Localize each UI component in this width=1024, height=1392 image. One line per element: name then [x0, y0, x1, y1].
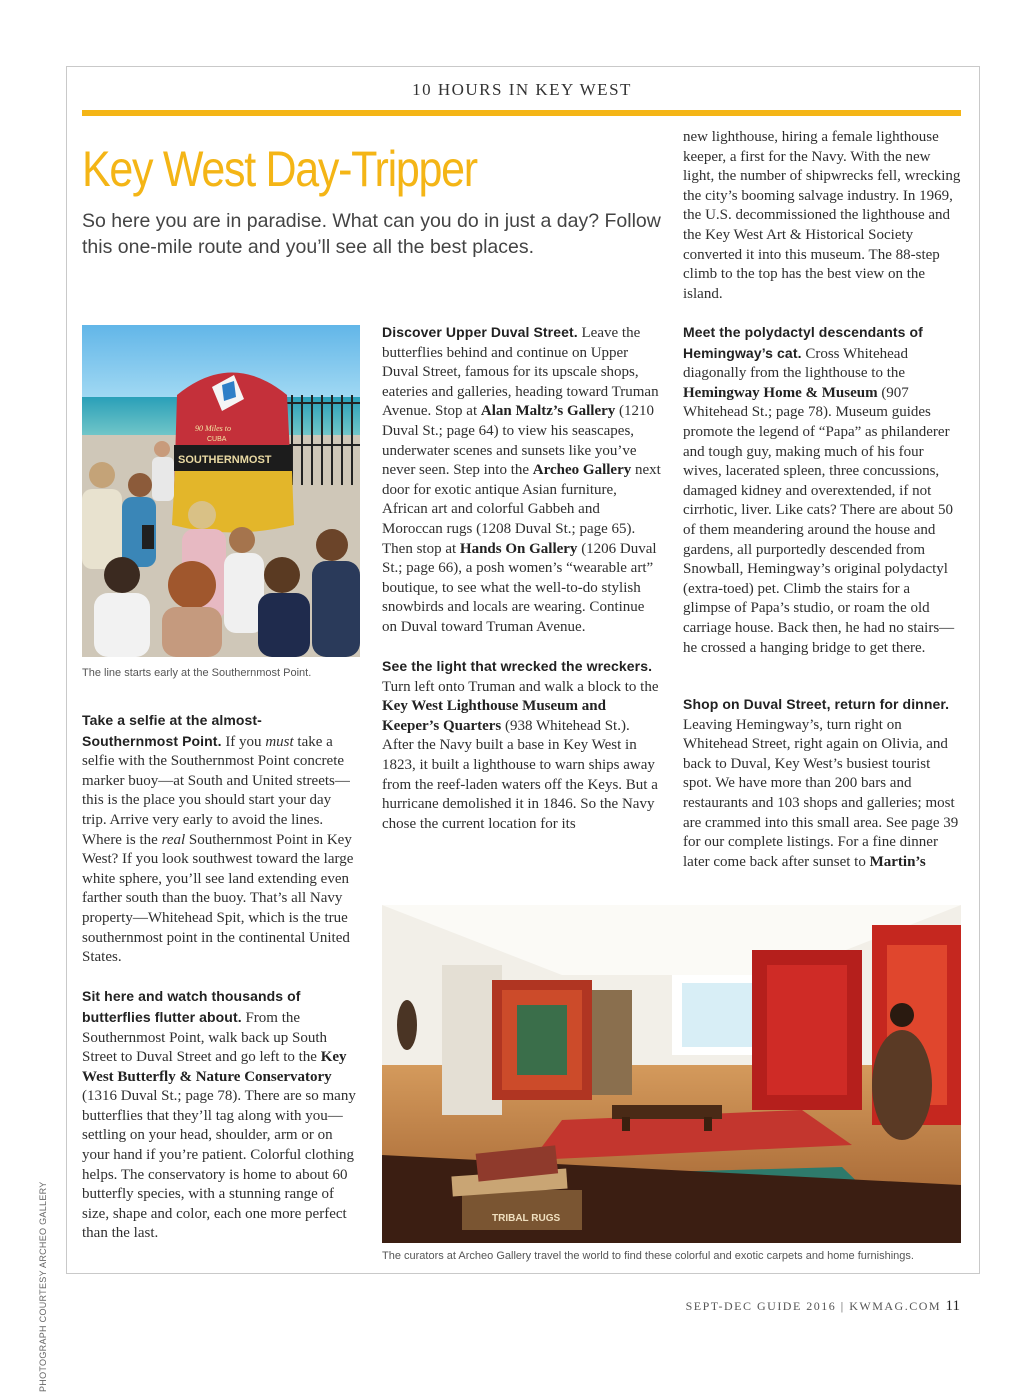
place-butterfly-conservatory: Key West Butterfly & Nature Conservatory: [82, 1049, 347, 1085]
column-1: [82, 711, 358, 1244]
light-lead: See the light that wrecked the wreckers.: [382, 658, 653, 675]
column-3-bottom: [683, 695, 961, 872]
section-title: 10 HOURS IN KEY WEST: [412, 80, 632, 99]
headline: Key West Day-Tripper: [82, 141, 477, 197]
deck: So here you are in paradise. What can you do in just a day? Follow this one-mile route and you’ll see all the best places.: [82, 210, 661, 258]
butterflies-paragraph: Sit here and watch thousands of butterflies flutter about. From the Southernmost Point, walk back up South Street to Duval Street and go left to the Key West Butterfly & Nature Conservatory (1316 Duval St.; page 78). There are so many butterflies that they’ll tag along with you—settling on your head, shoulder, arm or on your hand if you’re patient. Colorful clothing helps. The conservatory is home to about 60 butterfly species, with a stunning range of size, shape and color, each one more perfect than the last.: [82, 988, 356, 1242]
buoy-text-2: CUBA: [207, 436, 227, 443]
photo-credit: PHOTOGRAPH COURTESY ARCHEO GALLERY: [38, 1181, 48, 1392]
folio: [686, 1298, 960, 1315]
title-rule: [82, 110, 961, 116]
photo2-caption: The curators at Archeo Gallery travel the world to find these colorful and exotic carpets and home furnishings.: [382, 1250, 914, 1262]
butterflies-lead: Sit here and watch thousands of butterflies flutter about.: [82, 988, 301, 1025]
place-lighthouse: Key West Lighthouse Museum and Keeper’s Quarters: [382, 698, 606, 734]
southernmost-point-photo: [82, 325, 360, 657]
page-number: 11: [945, 1298, 960, 1314]
column-3-top: [683, 128, 961, 304]
light-continued: new lighthouse, hiring a female lighthouse keeper, a first for the Navy. With the new light, the number of shipwrecks fell, wrecking the city’s booming salvage industry. In 1969, the U.S. decommissioned the lighthouse and the Key West Art & Historical Society converted it into this museum. The 88-step climb to the top has the best view on the island.: [683, 129, 961, 302]
column-2: [382, 323, 662, 834]
archeo-gallery-photo: [382, 905, 961, 1243]
book-label: TRIBAL RUGS: [492, 1213, 561, 1224]
hemingway-lead: Meet the polydactyl descendants of Hemingway’s cat.: [683, 324, 923, 361]
hemingway-paragraph: Meet the polydactyl descendants of Hemingway’s cat. Cross Whitehead diagonally from the lighthouse to the Hemingway Home & Museum (907 Whitehead St.; page 78). Museum guides promote the legend of “Papa” as philanderer and tough guy, making much of his four wives, lacerated spleen, three concussions, damaged kidney and overextended, if not cirrhotic, liver. Like cats? There are about 50 of them meandering around the house and gardens, all purportedly descended from Snowball, Hemingway’s original polydactyl (extra-toed) pet. Climb the stairs for a glimpse of Papa’s studio, or roam the old carriage house. Back then, he had no stairs—he crossed a hanging bridge to get there.: [683, 324, 955, 656]
buoy-text-3: SOUTHERNMOST: [178, 454, 272, 466]
photo1-caption: The line starts early at the Southernmost Point.: [82, 667, 312, 679]
gallery-illustration: [382, 905, 961, 1243]
southernmost-point-illustration: [82, 325, 360, 657]
folio-guide: SEPT-DEC GUIDE 2016 | KWMAG.COM: [685, 1299, 942, 1313]
place-martins: Martin’s: [869, 853, 926, 870]
selfie-paragraph: Take a selfie at the almost-Southernmost Point. If you must take a selfie with the Southernmost Point concrete marker buoy—at South and United streets—this is the place you should start your day trip. Arrive very early to avoid the lines. Where is the real Southernmost Point in Key West? If you look southwest toward the large white sphere, you’ll see land extending even farther south than the buoy. That’s all Navy property—Whitehead Spit, which is the true southernmost point in the continental United States.: [82, 712, 354, 966]
shop-lead: Shop on Duval Street, return for dinner.: [683, 696, 950, 712]
column-3-middle: [683, 323, 961, 658]
shop-paragraph: Shop on Duval Street, return for dinner. Leaving Hemingway’s, turn right on Whitehead Street, right again on Olivia, and back to Duval, Key West’s busiest tourist spot. We have more than 200 bars and restaurants and 103 shops and galleries; most are crammed into this small area. See page 39 for our complete listings. For a fine dinner later come back after sunset to Martin’s: [683, 696, 959, 870]
duval-paragraph: Discover Upper Duval Street. Leave the butterflies behind and continue on Upper Duval Street, famous for its upscale shops, eateries and galleries, heading toward Truman Avenue. Stop at Alan Maltz’s Gallery (1210 Duval St.; page 64) to view his seascapes, underwater scenes and sunsets like you’ve never seen. Step into the Archeo Gallery next door for exotic antique Asian furniture, African art and colorful Gabbeh and Moroccan rugs (1208 Duval St.; page 65). Then stop at Hands On Gallery (1206 Duval St.; page 66), a posh women’s “wearable art” boutique, to see what the well-to-do stylish snowbirds and locals are wearing. Continue on Duval toward Truman Avenue.: [382, 324, 661, 635]
light-paragraph: See the light that wrecked the wreckers. Turn left onto Truman and walk a block to the Key West Lighthouse Museum and Keeper’s Quarters (938 Whitehead St.). After the Navy built a base in Key West in 1823, it built a lighthouse to warn ships away from the reef-laden waters off the Keys. But a hurricane demolished it in 1846. So the Navy chose the current location for its: [382, 658, 659, 832]
duval-lead: Discover Upper Duval Street.: [382, 324, 578, 340]
buoy-text-1: 90 Miles to: [195, 424, 231, 433]
place-hemingway-home: Hemingway Home & Museum: [683, 384, 878, 401]
place-hands-on: Hands On Gallery: [459, 540, 578, 557]
place-archeo: Archeo Gallery: [532, 462, 632, 479]
place-alan-maltz: Alan Maltz’s Gallery: [480, 403, 616, 420]
selfie-lead: Take a selfie at the almost-Southernmost Point.: [82, 712, 262, 749]
